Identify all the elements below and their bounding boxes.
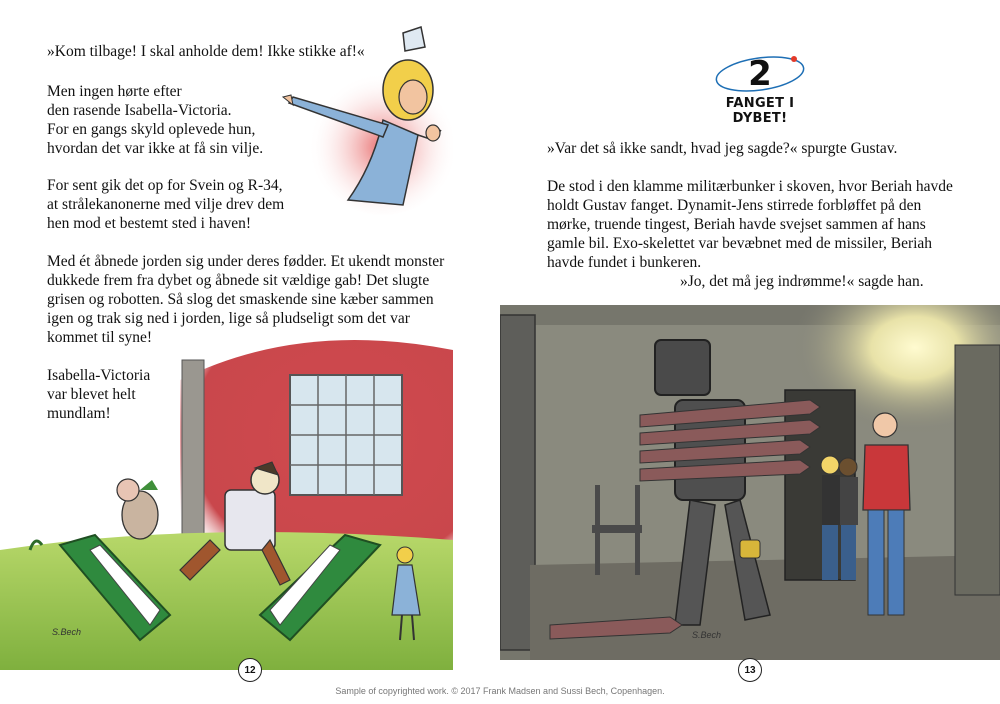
right-page — [500, 0, 1000, 704]
chapter-number: 2 — [748, 54, 772, 94]
left-page — [0, 0, 453, 704]
chapter-heading — [710, 52, 810, 126]
bunker-scene-illustration — [500, 305, 1000, 660]
page-number: 13 — [738, 658, 762, 682]
artist-signature: S.Bech — [52, 627, 82, 637]
paragraph-4: Med ét åbnede jorden sig under deres fødder. Et ukendt monster dukkede frem fra dybet og åbnede sit vældige gab! Det slugte grisen og robotten. Så slog det smaskende sine kæber sammen igen og trak sig ned i jorden, lige så pludseligt som det var kommet til syne! — [47, 253, 445, 346]
paragraph-5: Isabella-Victoria var blevet helt mundlam! — [47, 367, 151, 422]
chapter-title: FANGET I DYBET! — [725, 96, 795, 126]
paragraph-3: »Jo, det må jeg indrømme!« sagde han. — [680, 273, 924, 290]
page-number: 12 — [238, 658, 262, 682]
artist-signature: S.Bech — [692, 630, 722, 640]
paragraph-2: De stod i den klamme militærbunker i skoven, hvor Beriah havde holdt Gustav fanget. Dynamit-Jens stirrede forbløffet på den mørke, truende tingest, Beriah havde svejset sammen af hans gamle bil. Exo-skelettet var bevæbnet med de missiler, Beriah havde fundet i bunkeren. — [547, 178, 953, 271]
paragraph-1: »Kom tilbage! I skal anholde dem! Ikke stikke af!« — [47, 43, 365, 60]
paragraph-3: For sent gik det op for Svein og R-34, at strålekanonerne med vilje drev dem hen mod et bestemt sted i haven! — [47, 177, 285, 232]
paragraph-2: Men ingen hørte efter den rasende Isabella-Victoria. For en gangs skyld oplevede hun, hvordan det var ikke at få sin vilje. — [47, 83, 264, 157]
paragraph-1: »Var det så ikke sandt, hvad jeg sagde?« spurgte Gustav. — [547, 140, 898, 157]
copyright-notice: Sample of copyrighted work. © 2017 Frank Madsen and Sussi Bech, Copenhagen. — [335, 686, 665, 696]
